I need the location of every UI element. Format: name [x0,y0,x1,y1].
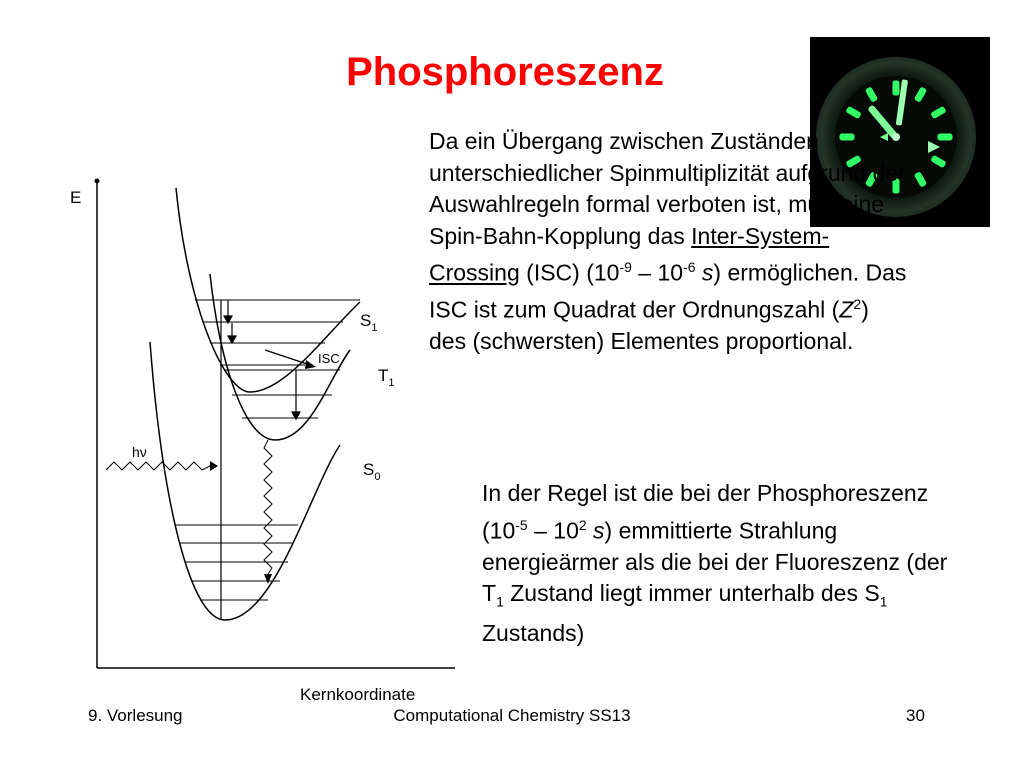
explanation-paragraph-isc: Da ein Übergang zwischen Zuständen unterschiedlicher Spinmultiplizität aufgrund der Auswahlregeln formal verboten ist, muß eine Spin-Bahn-Kopplung das Inter-System- Crossing (ISC) ($10^{-9} - 10^{-6}$ s) ermöglichen. Das ISC ist zum Quadrat der Ordnungszahl $(Z^2)$ des (schwersten) Elementes proportional. [429,128,907,355]
isc-term: Inter-System- Crossing [429,222,830,286]
s0-vibrational-levels [175,525,298,600]
page-number: 30 [906,706,925,725]
explanation-paragraph-phosphorescence: In der Regel ist die bei der Phosphoreszenz ($10^{-5} - 10^2$ s) emmittierte Strahlung energieärmer als die bei der Fluoreszenz (der $T_1$ Zustand liegt immer unterhalb des $S_1$ Zustands) [482,480,948,647]
coordinate-axis-label: Kernkoordinate [300,685,416,704]
t1-vibrational-levels [225,370,340,418]
s1-label: $S_1$ [360,311,378,334]
slide-title: Phosphoreszenz [346,50,664,94]
t1-label: $T_1$ [378,366,395,389]
s0-label: $S_0$ [363,460,381,483]
potential-energy-diagram [60,170,460,710]
footer-lecture: 9. Vorlesung [88,706,183,725]
isc-label: ISC [318,351,340,366]
s0-curve [150,342,340,620]
photon-label: hν [132,444,147,460]
energy-axis-label: E [70,188,82,207]
footer-course: Computational Chemistry SS13 [393,706,631,725]
